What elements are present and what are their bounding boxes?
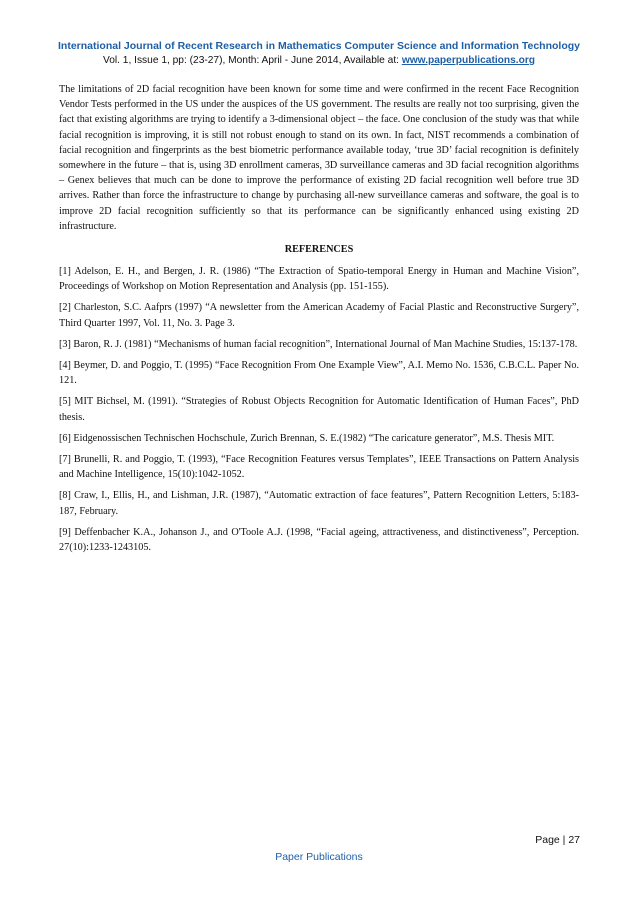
references-list: [59, 264, 579, 561]
reference-item: [8] Craw, I., Ellis, H., and Lishman, J.R. (1987), “Automatic extraction of face features”, Pattern Recognition Letters, 5:183-187, February.: [59, 490, 579, 517]
references-heading: REFERENCES: [284, 244, 354, 255]
reference-item: [6] Eidgenossischen Technischen Hochschule, Zurich Brennan, S. E.(1982) “The caricature generator”, M.S. Thesis MIT.: [59, 432, 555, 444]
website-link[interactable]: www.paperpublications.org: [401, 55, 536, 66]
body-paragraph: The limitations of 2D facial recognition have been known for some time and were confirmed in the recent Face Recognition Vendor Tests performed in the US under the auspices of the US government. The results are really not too surprising, given the fact that existing algorithms are trying to identify a 3-dimensional object – the face. One conclusion of the study was that while facial recognition is improving, it is still not robust enough to stand on its own. In fact, NIST recommends a combination of facial recognition and fingerprints as the best biometric performance available today, ‘true 3D’ facial recognition is definitely somewhere in the future – that is, using 3D enrollment cameras, 3D surveillance cameras and 3D facial recognition algorithms – Genex believes that much can be done to improve the performance of existing 2D facial recognition well before true 3D arrives. Rather than force the infrastructure to change by purchasing all-new surveillance cameras and software, the goal is to improve 2D facial recognition sufficiently so that its performance can be significantly enhanced using existing 2D infrastructure.: [59, 84, 579, 232]
reference-item: [1] Adelson, E. H., and Bergen, J. R. (1986) “The Extraction of Spatio-temporal Energy in Human and Machine Vision”, Proceedings of Workshop on Motion Representation and Analysis (pp. 151-155).: [59, 266, 579, 293]
page-number: Page | 27: [535, 834, 580, 846]
reference-item: [4] Beymer, D. and Poggio, T. (1995) “Face Recognition From One Example View”, A.I. Memo No. 1536, C.B.C.L. Paper No. 121.: [59, 360, 579, 387]
reference-item: [2] Charleston, S.C. Aafprs (1997) “A newsletter from the American Academy of Facial Plastic and Reconstructive Surgery”, Third Quarter 1997, Vol. 11, No. 3. Page 3.: [59, 302, 579, 329]
issue-info: Vol. 1, Issue 1, pp: (23-27), Month: April - June 2014, Available at:: [102, 55, 402, 66]
publisher-footer: Paper Publications: [275, 851, 363, 863]
issue-info-line: [40, 54, 598, 68]
reference-item: [9] Deffenbacher K.A., Johanson J., and O'Toole A.J. (1998, “Facial ageing, attractiveness, and distinctiveness”, Perception. 27(10):1233-1243105.: [59, 526, 579, 554]
reference-item: [5] MIT Bichsel, M. (1991). “Strategies of Robust Objects Recognition for Automatic Identification of Human Faces”, PhD thesis.: [59, 396, 579, 423]
reference-item: [7] Brunelli, R. and Poggio, T. (1993), “Face Recognition Features versus Templates”, IEEE Transactions on Pattern Analysis and Machine Intelligence, 15(10):1042-1052.: [59, 454, 579, 481]
reference-item: [3] Baron, R. J. (1981) “Mechanisms of human facial recognition”, International Journal of Man Machine Studies, 15:137-178.: [59, 338, 578, 350]
journal-title: International Journal of Recent Research in Mathematics Computer Science and Information Technology: [58, 40, 580, 52]
